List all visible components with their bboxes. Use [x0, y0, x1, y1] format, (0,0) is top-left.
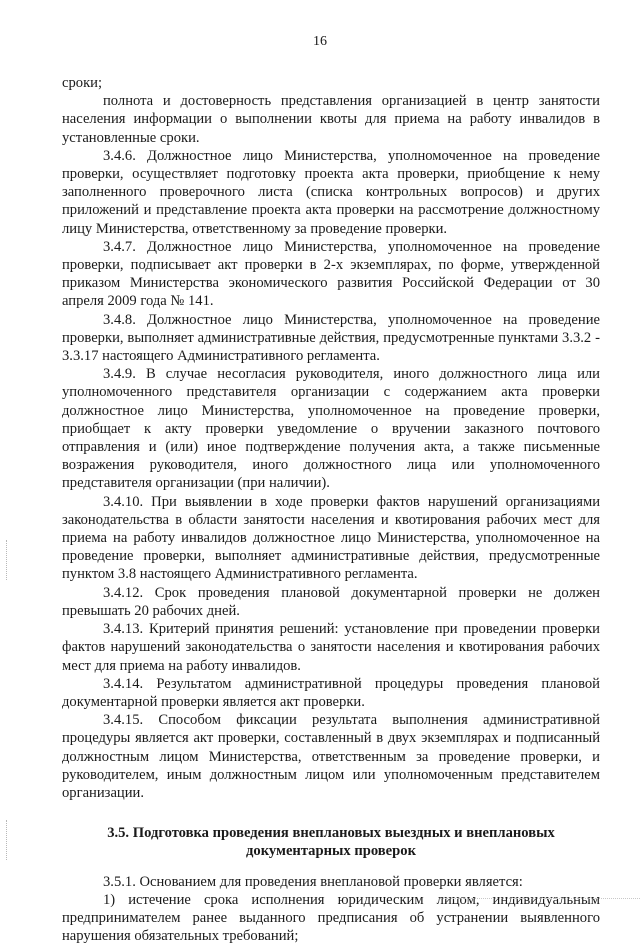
paragraph-3-4-8: 3.4.8. Должностное лицо Министерства, уполномоченное на проведение проверки, выполняет административные действия, предусмотренные пунктами 3.3.2 - 3.3.17 настоящего Административного регламента. [62, 311, 600, 365]
paragraph-3-4-7: 3.4.7. Должностное лицо Министерства, уполномоченное на проведение проверки, подписывает акт проверки в 2-х экземплярах, по форме, утвержденной приказом Министерства экономического развития Российской Федерации от 30 апреля 2009 года № 141. [62, 238, 600, 310]
paragraph: сроки; [62, 75, 103, 91]
paragraph-3-5-1: 3.5.1. Основанием для проведения внеплановой проверки является: [103, 873, 523, 890]
paragraph-3-4-13: 3.4.13. Критерий принятия решений: установление при проведении проверки фактов нарушений законодательства о занятости населения и квотирования рабочих мест для приема на работу инвалидов. [62, 621, 600, 674]
spacer [62, 802, 600, 824]
paragraph-3-4-6: 3.4.6. Должностное лицо Министерства, уполномоченное на проведение проверки, осуществляет подготовку проекта акта проверки, приобщение к нему заполненного проверочного листа (списка контрольных вопросов) и других приложений и представление проекта акта проверки на рассмотрение должностному лицу Министерства, ответственному за проведение проверки. [62, 147, 600, 237]
scan-margin-mark [6, 820, 8, 860]
paragraph: полнота и достоверность представления организацией в центр занятости населения информации о выполнении квоты для приема на работу инвалидов в установленные сроки. [62, 93, 600, 146]
spacer [62, 861, 600, 873]
scan-margin-mark [6, 540, 8, 580]
paragraph-3-4-9: 3.4.9. В случае несогласия руководителя, иного должностного лица или уполномоченного представителя организации с содержанием акта проверки должностное лицо Министерства, уполномоченное на проведение проверки, приобщает к акту проверки уведомление о вручении заказного почтового отправления и (или) иное подтверждение получения акта, а также письменные возражения руководителя, иного должностного лица или уполномоченного представителя организации (при наличии). [62, 366, 600, 492]
paragraph-list-item-1: 1) истечение срока исполнения юридическим лицом, индивидуальным предпринимателем ранее выданного предписания об устранении выявленного нарушения обязательных требований; [62, 891, 600, 945]
page-number: 16 [313, 34, 327, 49]
paragraph-3-4-10: 3.4.10. При выявлении в ходе проверки фактов нарушений организациями законодательства в области занятости населения и квотирования рабочих мест для приема на работу инвалидов должностное лицо Министерства, уполномоченное на проведение проверки, выполняет административные действия, предусмотренные пунктом 3.8 настоящего Административного регламента. [62, 493, 600, 583]
paragraph-3-4-12: 3.4.12. Срок проведения плановой документарной проверки не должен превышать 20 рабочих дней. [62, 584, 600, 619]
paragraph-3-4-15: 3.4.15. Способом фиксации результата выполнения административной процедуры является акт проверки, составленный в двух экземплярах и подписанный должностным лицом Министерства, ответственным за проведение проверки, и руководителем, иным должностным лицом или уполномоченным представителем организации. [62, 712, 600, 801]
scan-edge-mark [440, 898, 640, 899]
section-heading: 3.5. Подготовка проведения внеплановых выездных и внеплановых документарных проверок [107, 825, 555, 860]
document-body [62, 74, 600, 945]
paragraph-3-4-14: 3.4.14. Результатом административной процедуры проведения плановой документарной проверки является акт проверки. [62, 675, 600, 710]
